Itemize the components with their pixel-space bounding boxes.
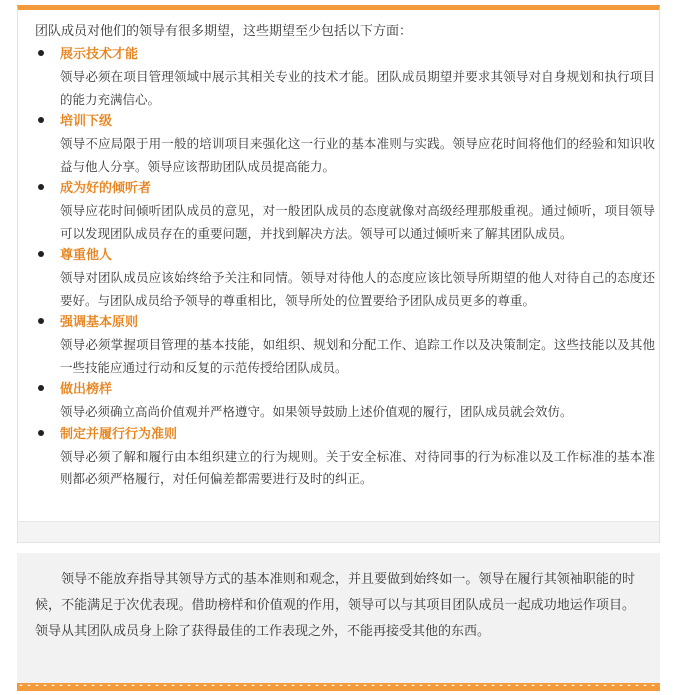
item-body: 领导对团队成员应该始终给予关注和同情。领导对待他人的态度应该比领导所期望的他人对待自己的态度还要好。与团队成员给予领导的尊重相比，领导所处的位置要给予团队成员更多的尊重。 (60, 270, 655, 308)
bullet-icon (38, 385, 44, 391)
item-body: 领导不应局限于用一般的培训项目来强化这一行业的基本准则与实践。领导应花时间将他们的经验和知识收益与他人分享。领导应该帮助团队成员提高能力。 (60, 136, 655, 174)
bullet-icon (38, 251, 44, 257)
item-title: 做出榜样 (60, 382, 113, 397)
list-item (35, 424, 655, 491)
expectation-list (35, 44, 655, 491)
item-title: 成为好的倾听者 (60, 181, 152, 196)
list-item (35, 379, 655, 424)
item-body: 领导必须掌握项目管理的基本技能，如组织、规划和分配工作、追踪工作以及决策制定。这些技能以及其他一些技能应通过行动和反复的示范传授给团队成员。 (60, 337, 655, 375)
content-card (17, 5, 660, 543)
item-title: 强调基本原则 (60, 315, 139, 330)
item-body: 领导必须在项目管理领域中展示其相关专业的技术才能。团队成员期望并要求其领导对自身规划和执行项目的能力充满信心。 (60, 69, 655, 107)
list-item (35, 44, 655, 111)
bottom-accent-bar (17, 686, 660, 691)
list-item (35, 111, 655, 178)
list-item (35, 178, 655, 245)
bullet-icon (38, 430, 44, 436)
list-item (35, 312, 655, 379)
item-title: 展示技术才能 (60, 47, 139, 62)
item-title: 培训下级 (60, 114, 113, 129)
item-title: 尊重他人 (60, 248, 113, 263)
bullet-icon (38, 117, 44, 123)
intro-text: 团队成员对他们的领导有很多期望，这些期望至少包括以下方面： (35, 24, 413, 39)
summary-text: 领导不能放弃指导其领导方式的基本准则和观念，并且要做到始终如一。领导在履行其领袖职能的时候，不能满足于次优表现。借助榜样和价值观的作用，领导可以与其项目团队成员一起成功地运作项目。领导从其团队成员身上除了获得最佳的工作表现之外，不能再接受其他的东西。 (35, 572, 635, 639)
list-item (35, 245, 655, 312)
item-body: 领导必须确立高尚价值观并严格遵守。如果领导鼓励上述价值观的履行，团队成员就会效仿。 (60, 404, 573, 419)
summary-box (17, 553, 660, 683)
item-title: 制定并履行行为准则 (60, 426, 178, 442)
card-footer (18, 521, 659, 542)
bullet-icon (38, 50, 44, 56)
item-body: 领导必须了解和履行由本组织建立的行为规则。关于安全标准、对待同事的行为标准以及工作标准的基本准则都必须严格履行，对任何偏差都需要进行及时的纠正。 (60, 448, 655, 486)
bullet-icon (38, 184, 44, 190)
item-body: 领导应花时间倾听团队成员的意见，对一般团队成员的态度就像对高级经理那般重视。通过倾听，项目领导可以发现团队成员存在的重要问题，并找到解决方法。领导可以通过倾听来了解其团队成员。 (60, 203, 655, 241)
bullet-icon (38, 318, 44, 324)
